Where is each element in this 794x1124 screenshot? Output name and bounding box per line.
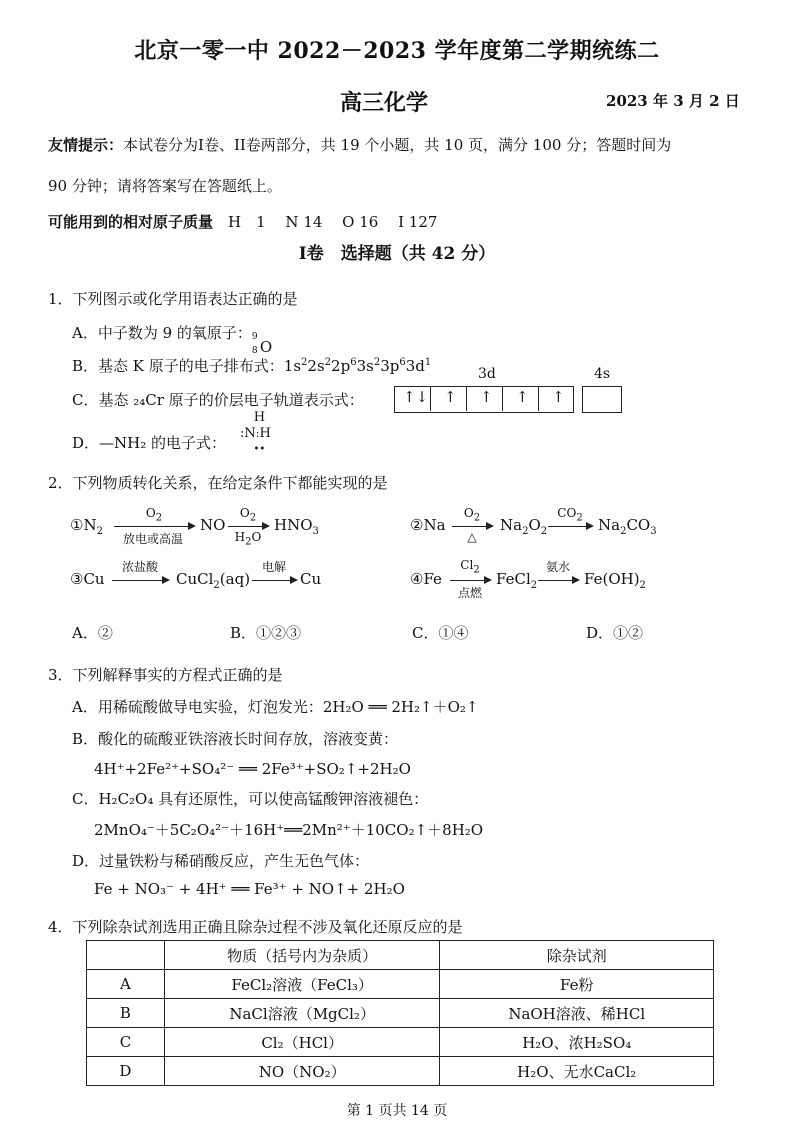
table-row: B NaCl溶液（MgCl₂） NaOH溶液、稀HCl [87,999,714,1028]
reaction-4: ④Fe [410,570,442,588]
q1-option-d: D．—NH₂ 的电子式： [72,434,227,452]
page-footer: 第 1 页共 14 页 [346,1103,448,1119]
q2-option-c: C．①④ [412,624,469,642]
q2-option-a: A．② [72,624,113,642]
q3-option-b-equation: 4H⁺+2Fe²⁺+SO₄²⁻ ══ 2Fe³⁺+SO₂↑+2H₂O [94,760,411,778]
q4-stem: 4．下列除杂试剂选用正确且除杂过程不涉及氧化还原反应的是 [48,918,463,936]
tips-line2: 90 分钟；请将答案写在答题纸上。 [48,177,282,195]
q1-option-b: B．基态 K 原子的电子排布式：$1s^22s^22p^63s^23p^63d^1$ [72,357,432,375]
q1-option-a: A．中子数为 9 的氧原子： 9 8 O [72,324,273,356]
q3-option-d: D．过量铁粉与稀硝酸反应，产生无色气体： [72,852,370,870]
subject-title: 高三化学 [340,90,429,116]
atomic-masses: 可能用到的相对原子质量 H 1 N 14 O 16 I 127 [48,213,438,231]
q2-option-b: B．①②③ [230,624,302,642]
orbital-4s [582,386,622,413]
reaction-1: $①N_2$ [70,516,103,537]
section-heading: I卷 选择题（共 42 分） [298,244,496,264]
q2-stem: 2．下列物质转化关系，在给定条件下都能实现的是 [48,474,388,492]
reaction-2: ②Na [410,516,446,534]
q1-option-c: C．基态 ₂₄Cr 原子的价层电子轨道表示式： [72,391,364,409]
q4-table [86,940,714,1086]
label-3d: 3d [478,366,496,382]
q3-option-b: B．酸化的硫酸亚铁溶液长时间存放，溶液变黄： [72,730,399,748]
table-header-row: 物质（括号内为杂质） 除杂试剂 [87,941,714,970]
q3-option-c-equation: 2MnO₄⁻＋5C₂O₄²⁻＋16H⁺══2Mn²⁺＋10CO₂↑＋8H₂O [94,821,484,839]
q3-option-c: C．H₂C₂O₄ 具有还原性，可以使高锰酸钾溶液褪色： [72,790,429,808]
q2-option-d: D．①② [586,624,644,642]
q1-stem: 1．下列图示或化学用语表达正确的是 [48,290,298,308]
table-row: A FeCl₂溶液（FeCl₃） Fe粉 [87,970,714,999]
exam-date: 2023 年 3 月 2 日 [606,92,740,110]
table-row: D NO（NO₂） H₂O、无水CaCl₂ [87,1057,714,1086]
label-4s: 4s [594,366,611,382]
q3-stem: 3．下列解释事实的方程式正确的是 [48,666,283,684]
table-row: C Cl₂（HCl） H₂O、浓H₂SO₄ [87,1028,714,1057]
q3-option-d-equation: Fe + NO₃⁻ + 4H⁺ ══ Fe³⁺ + NO↑+ 2H₂O [94,880,405,898]
reaction-3: ③Cu [70,570,105,588]
q3-option-a: A．用稀硫酸做导电实验，灯泡发光：2H₂O ══ 2H₂↑＋O₂↑ [72,698,479,716]
tips-line1: 友情提示：本试卷分为I卷、II卷两部分，共 19 个小题，共 10 页，满分 100 分；答题时间为 [48,136,672,154]
exam-title: 北京一零一中 2022－2023 学年度第二学期统练二 [134,38,660,64]
nh2-electron-formula: H :N:H •• [240,410,271,455]
orbital-3d: ↑↓ ↑ ↑ ↑ ↑ [394,386,574,413]
